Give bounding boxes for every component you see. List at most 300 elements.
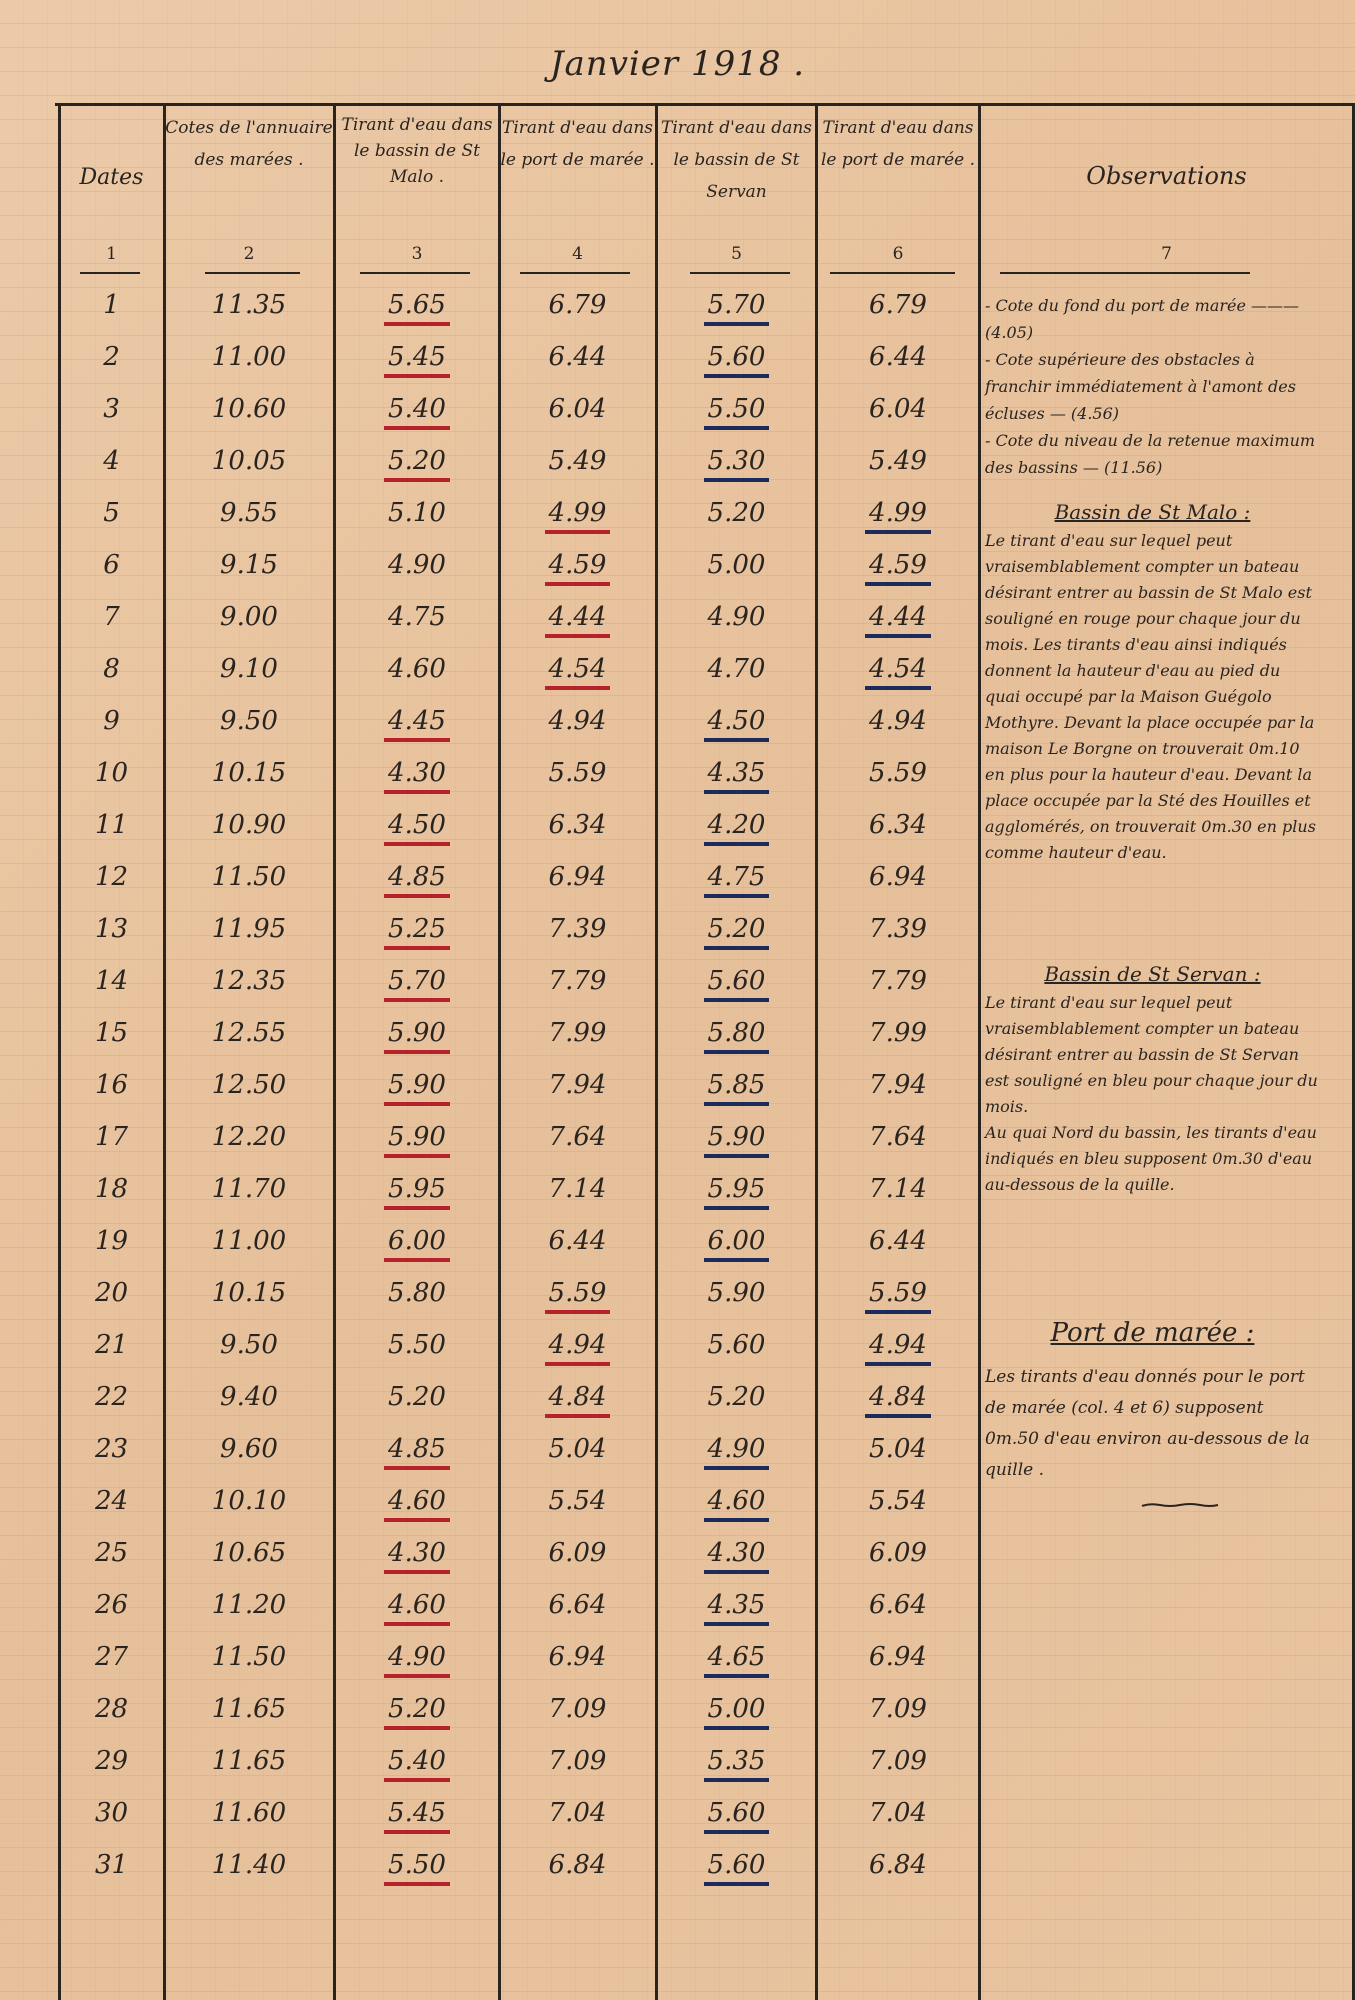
cell-cote-value: 11.65	[211, 1694, 287, 1724]
cell-port-maree-2-value: 5.04	[869, 1434, 927, 1464]
cell-date	[60, 1580, 163, 1630]
cell-date	[60, 436, 163, 486]
cell-cote	[165, 1528, 333, 1578]
cell-port-maree-2-value: 7.64	[869, 1122, 927, 1152]
cell-bassin-malo	[336, 904, 498, 954]
cell-date-value: 9	[103, 706, 120, 736]
cell-date	[60, 1164, 163, 1214]
cell-port-maree-1	[500, 1632, 655, 1682]
end-flourish	[1140, 1502, 1220, 1508]
cell-date-value: 16	[94, 1070, 129, 1100]
cell-bassin-malo	[336, 488, 498, 538]
cell-port-maree-1	[500, 644, 655, 694]
cell-bassin-servan	[658, 748, 815, 798]
cell-bassin-servan-value: 5.20	[707, 1382, 766, 1412]
cell-port-maree-1	[500, 1060, 655, 1110]
cell-bassin-malo-value: 5.25	[384, 912, 450, 950]
cell-port-maree-1-value: 7.09	[548, 1746, 607, 1776]
cell-date	[60, 592, 163, 642]
cell-bassin-servan	[658, 1528, 815, 1578]
cell-bassin-malo-value: 5.95	[384, 1172, 450, 1210]
cell-cote-value: 11.00	[211, 342, 287, 372]
cell-port-maree-2-value: 4.44	[865, 600, 931, 638]
table-top-rule	[55, 103, 1355, 106]
cell-port-maree-2	[818, 1736, 978, 1786]
cell-bassin-servan	[658, 1840, 815, 1890]
cell-date-value: 20	[94, 1278, 129, 1308]
cell-bassin-malo-value: 5.90	[384, 1120, 450, 1158]
cell-bassin-malo-value: 4.85	[384, 860, 450, 898]
cell-cote	[165, 800, 333, 850]
cell-port-maree-1	[500, 1112, 655, 1162]
cell-port-maree-2	[818, 436, 978, 486]
cell-date-value: 1	[103, 290, 120, 320]
colnum-4: 4	[572, 244, 583, 264]
cell-port-maree-1-value: 6.94	[548, 862, 607, 892]
cell-port-maree-1	[500, 384, 655, 434]
cell-port-maree-2	[818, 904, 978, 954]
cell-port-maree-2	[818, 1580, 978, 1630]
cell-port-maree-1	[500, 1164, 655, 1214]
colnum-rule-1	[80, 272, 140, 274]
cell-cote-value: 10.60	[211, 394, 287, 424]
colnum-7: 7	[1161, 244, 1172, 264]
cell-cote-value: 10.15	[211, 758, 287, 788]
cell-bassin-malo	[336, 1268, 498, 1318]
cell-date	[60, 488, 163, 538]
cell-bassin-malo	[336, 1060, 498, 1110]
cell-port-maree-2-value: 7.04	[869, 1798, 927, 1828]
cell-port-maree-1-value: 5.59	[548, 758, 607, 788]
cell-port-maree-2-value: 6.09	[869, 1538, 927, 1568]
cell-bassin-servan-value: 4.35	[704, 1588, 770, 1626]
cell-port-maree-2	[818, 540, 978, 590]
cell-port-maree-1-value: 7.64	[548, 1122, 607, 1152]
cell-date-value: 17	[94, 1122, 129, 1152]
cell-date	[60, 1008, 163, 1058]
cell-cote-value: 9.50	[220, 1330, 278, 1360]
cell-port-maree-2-value: 6.44	[869, 342, 927, 372]
colnum-1: 1	[106, 244, 117, 264]
cell-cote-value: 9.15	[220, 550, 278, 580]
cell-cote	[165, 1424, 333, 1474]
cell-bassin-malo-value: 5.50	[384, 1848, 450, 1886]
cell-bassin-servan-value: 5.60	[704, 340, 770, 378]
cell-port-maree-2	[818, 1424, 978, 1474]
cell-port-maree-1-value: 6.09	[548, 1538, 607, 1568]
cell-date-value: 10	[94, 758, 129, 788]
cell-port-maree-1-value: 6.79	[548, 290, 607, 320]
cell-bassin-malo-value: 4.90	[388, 550, 446, 580]
cell-bassin-servan-value: 5.60	[704, 1796, 770, 1834]
cell-bassin-servan-value: 5.90	[704, 1120, 770, 1158]
cell-bassin-servan-value: 5.80	[704, 1016, 770, 1054]
cell-date-value: 4	[103, 446, 120, 476]
cell-bassin-malo	[336, 1476, 498, 1526]
cell-bassin-malo	[336, 800, 498, 850]
cell-date	[60, 540, 163, 590]
cell-bassin-servan	[658, 436, 815, 486]
cell-date	[60, 1528, 163, 1578]
cell-port-maree-2-value: 5.59	[865, 1276, 931, 1314]
cell-port-maree-1	[500, 1008, 655, 1058]
cell-bassin-malo-value: 4.30	[384, 756, 450, 794]
cell-cote-value: 9.10	[220, 654, 278, 684]
cell-port-maree-2	[818, 1268, 978, 1318]
cell-cote	[165, 956, 333, 1006]
cell-cote-value: 12.20	[211, 1122, 287, 1152]
cell-port-maree-2-value: 4.94	[865, 1328, 931, 1366]
cell-port-maree-1	[500, 1372, 655, 1422]
cell-bassin-malo	[336, 644, 498, 694]
cell-port-maree-1	[500, 800, 655, 850]
cell-cote-value: 11.70	[211, 1174, 287, 1204]
cell-cote-value: 10.05	[211, 446, 287, 476]
cell-port-maree-1	[500, 540, 655, 590]
cell-cote	[165, 1216, 333, 1266]
cell-port-maree-1	[500, 748, 655, 798]
cell-port-maree-1-value: 4.94	[548, 706, 607, 736]
cell-port-maree-1-value: 7.04	[548, 1798, 607, 1828]
cell-port-maree-1-value: 6.84	[548, 1850, 607, 1880]
cell-bassin-servan-value: 5.00	[707, 550, 766, 580]
colnum-rule-7	[1000, 272, 1250, 274]
cell-port-maree-1-value: 6.44	[548, 342, 607, 372]
cell-bassin-malo	[336, 384, 498, 434]
cell-date-value: 24	[94, 1486, 129, 1516]
cell-bassin-servan	[658, 1424, 815, 1474]
cell-date-value: 29	[94, 1746, 129, 1776]
cell-port-maree-1	[500, 280, 655, 330]
cell-date-value: 3	[103, 394, 120, 424]
cell-date	[60, 1684, 163, 1734]
cell-bassin-servan-value: 5.95	[704, 1172, 770, 1210]
cell-port-maree-1	[500, 1528, 655, 1578]
cell-port-maree-2-value: 6.64	[869, 1590, 927, 1620]
colnum-3: 3	[411, 244, 423, 264]
cell-date-value: 28	[94, 1694, 129, 1724]
cell-bassin-servan	[658, 488, 815, 538]
cell-bassin-malo-value: 4.85	[384, 1432, 450, 1470]
cell-port-maree-2-value: 7.09	[869, 1694, 927, 1724]
cell-date	[60, 1320, 163, 1370]
cell-bassin-servan-value: 5.90	[707, 1278, 766, 1308]
cell-bassin-malo	[336, 748, 498, 798]
cell-cote-value: 11.50	[211, 862, 287, 892]
cell-bassin-malo	[336, 1840, 498, 1890]
cell-bassin-servan	[658, 332, 815, 382]
cell-port-maree-2	[818, 1840, 978, 1890]
cell-bassin-servan	[658, 1060, 815, 1110]
cell-port-maree-2-value: 6.34	[869, 810, 927, 840]
cell-port-maree-2	[818, 696, 978, 746]
cell-port-maree-2	[818, 1216, 978, 1266]
cell-port-maree-2-value: 4.84	[865, 1380, 931, 1418]
cell-port-maree-2	[818, 1008, 978, 1058]
cell-bassin-malo	[336, 1424, 498, 1474]
cell-port-maree-2	[818, 1476, 978, 1526]
cell-port-maree-1-value: 6.04	[548, 394, 607, 424]
cell-bassin-servan	[658, 1372, 815, 1422]
cell-bassin-servan	[658, 280, 815, 330]
cell-cote	[165, 852, 333, 902]
cell-bassin-servan	[658, 1788, 815, 1838]
cell-bassin-malo	[336, 332, 498, 382]
cell-bassin-malo-value: 5.70	[384, 964, 450, 1002]
cell-date	[60, 800, 163, 850]
colnum-rule-6	[830, 272, 955, 274]
cell-cote-value: 10.90	[211, 810, 287, 840]
cell-port-maree-1	[500, 904, 655, 954]
cell-port-maree-2-value: 5.59	[869, 758, 927, 788]
cell-bassin-malo-value: 5.65	[384, 288, 450, 326]
cell-bassin-malo-value: 5.50	[388, 1330, 446, 1360]
cell-bassin-malo-value: 4.60	[384, 1484, 450, 1522]
cell-port-maree-2-value: 4.99	[865, 496, 931, 534]
cell-cote	[165, 1060, 333, 1110]
colnum-rule-2	[205, 272, 300, 274]
cell-cote	[165, 904, 333, 954]
cell-port-maree-1-value: 6.34	[548, 810, 607, 840]
cell-date-value: 15	[94, 1018, 129, 1048]
cell-cote	[165, 1268, 333, 1318]
cell-date	[60, 1060, 163, 1110]
cell-bassin-servan	[658, 1268, 815, 1318]
cell-bassin-malo-value: 5.90	[384, 1016, 450, 1054]
cell-date-value: 14	[94, 966, 129, 996]
cell-bassin-servan-value: 5.70	[704, 288, 770, 326]
cell-date-value: 18	[94, 1174, 129, 1204]
cell-bassin-malo	[336, 1528, 498, 1578]
cell-bassin-malo-value: 4.45	[384, 704, 450, 742]
cell-port-maree-2	[818, 852, 978, 902]
cell-date-value: 26	[94, 1590, 129, 1620]
cell-bassin-malo-value: 5.45	[384, 1796, 450, 1834]
cell-cote	[165, 1372, 333, 1422]
cell-bassin-malo	[336, 1632, 498, 1682]
cell-bassin-servan-value: 4.50	[704, 704, 770, 742]
colnum-rule-3	[360, 272, 470, 274]
cell-date	[60, 280, 163, 330]
cell-bassin-servan	[658, 800, 815, 850]
cell-cote-value: 9.00	[220, 602, 278, 632]
cell-port-maree-2-value: 4.54	[865, 652, 931, 690]
cell-bassin-malo-value: 4.90	[384, 1640, 450, 1678]
cell-bassin-malo-value: 4.60	[388, 654, 446, 684]
cell-port-maree-1-value: 7.79	[548, 966, 607, 996]
cell-port-maree-1	[500, 1580, 655, 1630]
cell-port-maree-1	[500, 592, 655, 642]
cell-bassin-servan-value: 5.00	[704, 1692, 770, 1730]
cell-bassin-malo-value: 6.00	[384, 1224, 450, 1262]
cell-bassin-malo	[336, 1580, 498, 1630]
cell-port-maree-1-value: 5.04	[548, 1434, 607, 1464]
cell-port-maree-1	[500, 1268, 655, 1318]
cell-cote-value: 11.95	[211, 914, 287, 944]
header-bassin-malo: Tirant d'eau dans le bassin de St Malo .	[341, 115, 493, 187]
cell-cote	[165, 540, 333, 590]
cell-bassin-malo-value: 5.45	[384, 340, 450, 378]
cell-bassin-servan-value: 4.90	[704, 1432, 770, 1470]
cell-date	[60, 748, 163, 798]
cell-port-maree-1-value: 7.94	[548, 1070, 607, 1100]
cell-date-value: 12	[94, 862, 129, 892]
cell-cote-value: 11.00	[211, 1226, 287, 1256]
cell-date	[60, 384, 163, 434]
cell-bassin-servan-value: 5.60	[704, 1848, 770, 1886]
cell-port-maree-1	[500, 1476, 655, 1526]
cell-port-maree-2-value: 4.59	[865, 548, 931, 586]
obs-malo-text: Le tirant d'eau sur lequel peut vraisemblablement compter un bateau désirant entrer au bassin de St Malo est souligné en rouge pour chaque jour du mois. Les tirants d'eau ainsi indiqués donnent la hauteur d'eau au pied du quai occupé par la Maison Guégolo Mothyre. Devant la place occupée par la maison Le Borgne on trouverait 0m.10 en plus pour la hauteur d'eau. Devant la place occupée par la Sté des Houilles et agglomérés, on trouverait 0m.30 en plus comme hauteur d'eau.	[985, 531, 1316, 862]
cell-date	[60, 1476, 163, 1526]
cell-bassin-malo-value: 5.80	[388, 1278, 446, 1308]
cell-date	[60, 1632, 163, 1682]
cell-port-maree-1-value: 7.09	[548, 1694, 607, 1724]
cell-port-maree-1-value: 4.54	[545, 652, 611, 690]
header-observations: Observations	[1086, 162, 1247, 190]
cell-date-value: 22	[94, 1382, 129, 1412]
cell-bassin-servan-value: 6.00	[704, 1224, 770, 1262]
cell-port-maree-2	[818, 332, 978, 382]
cell-port-maree-1-value: 7.99	[548, 1018, 607, 1048]
cell-date	[60, 644, 163, 694]
cell-date	[60, 904, 163, 954]
cell-port-maree-1-value: 6.64	[548, 1590, 607, 1620]
cell-port-maree-1-value: 7.39	[548, 914, 607, 944]
cell-bassin-malo-value: 5.90	[384, 1068, 450, 1106]
cell-cote	[165, 332, 333, 382]
cell-bassin-servan	[658, 1684, 815, 1734]
cell-cote	[165, 1788, 333, 1838]
cell-port-maree-1-value: 6.94	[548, 1642, 607, 1672]
cell-date-value: 7	[103, 602, 120, 632]
cell-port-maree-1	[500, 852, 655, 902]
cell-port-maree-2	[818, 800, 978, 850]
col-divider-6	[978, 103, 981, 2000]
cell-bassin-servan	[658, 1632, 815, 1682]
cell-date-value: 21	[94, 1330, 129, 1360]
cell-port-maree-2	[818, 1060, 978, 1110]
cell-port-maree-1	[500, 1424, 655, 1474]
cell-cote	[165, 488, 333, 538]
cell-date-value: 2	[103, 342, 120, 372]
obs-servan-title: Bassin de St Servan :	[1044, 962, 1261, 986]
cell-bassin-servan-value: 4.30	[704, 1536, 770, 1574]
obs-servan-text: Le tirant d'eau sur lequel peut vraisemblablement compter un bateau désirant entrer au bassin de St Servan est souligné en bleu pour chaque jour du mois. Au quai Nord du bassin, les tirants d'eau indiqués en bleu supposent 0m.30 d'eau au-dessous de la quille.	[985, 993, 1318, 1194]
cell-bassin-servan	[658, 696, 815, 746]
cell-port-maree-2	[818, 592, 978, 642]
cell-port-maree-2-value: 6.04	[869, 394, 927, 424]
cell-date	[60, 332, 163, 382]
cell-port-maree-1	[500, 1320, 655, 1370]
cell-cote-value: 9.55	[220, 498, 278, 528]
colnum-rule-4	[520, 272, 630, 274]
colnum-2: 2	[243, 244, 255, 264]
cell-date-value: 13	[94, 914, 129, 944]
cell-port-maree-2-value: 7.39	[869, 914, 927, 944]
cell-port-maree-1-value: 6.44	[548, 1226, 607, 1256]
cell-date	[60, 1216, 163, 1266]
cell-cote	[165, 1112, 333, 1162]
cell-cote-value: 11.50	[211, 1642, 287, 1672]
cell-bassin-malo-value: 5.20	[384, 444, 450, 482]
cell-cote-value: 10.15	[211, 1278, 287, 1308]
cell-cote	[165, 1684, 333, 1734]
cell-bassin-malo	[336, 592, 498, 642]
cell-port-maree-2-value: 6.79	[869, 290, 927, 320]
cell-bassin-malo-value: 4.60	[384, 1588, 450, 1626]
cell-port-maree-2	[818, 280, 978, 330]
cell-bassin-servan-value: 4.20	[704, 808, 770, 846]
header-bassin-servan: Tirant d'eau dans le bassin de St Servan	[660, 118, 813, 202]
cell-bassin-malo-value: 5.40	[384, 392, 450, 430]
cell-bassin-servan	[658, 852, 815, 902]
cell-port-maree-2-value: 5.49	[869, 446, 927, 476]
cell-date-value: 11	[94, 810, 129, 840]
cell-bassin-malo-value: 4.30	[384, 1536, 450, 1574]
cell-bassin-servan	[658, 384, 815, 434]
cell-port-maree-2-value: 6.84	[869, 1850, 927, 1880]
cell-port-maree-1-value: 5.49	[548, 446, 607, 476]
cell-port-maree-2	[818, 1164, 978, 1214]
cell-port-maree-2-value: 6.94	[869, 862, 927, 892]
cell-cote-value: 12.50	[211, 1070, 287, 1100]
cell-bassin-malo	[336, 852, 498, 902]
cell-bassin-malo-value: 5.10	[388, 498, 446, 528]
cell-port-maree-2	[818, 1320, 978, 1370]
cell-date-value: 27	[94, 1642, 129, 1672]
cell-cote-value: 11.60	[211, 1798, 287, 1828]
cell-bassin-malo	[336, 540, 498, 590]
obs-maree-title: Port de marée :	[1050, 1318, 1255, 1348]
cell-port-maree-1-value: 4.99	[545, 496, 611, 534]
cell-bassin-servan	[658, 1580, 815, 1630]
cell-bassin-malo-value: 5.20	[388, 1382, 446, 1412]
cell-date	[60, 956, 163, 1006]
cell-bassin-malo	[336, 1372, 498, 1422]
obs-maree-text: Les tirants d'eau donnés pour le port de marée (col. 4 et 6) supposent 0m.50 d'eau environ au-dessous de la quille .	[985, 1367, 1310, 1480]
cell-date-value: 25	[94, 1538, 129, 1568]
cell-bassin-servan-value: 5.35	[704, 1744, 770, 1782]
cell-date-value: 19	[94, 1226, 129, 1256]
cell-cote	[165, 696, 333, 746]
cell-cote	[165, 1008, 333, 1058]
cell-cote-value: 10.65	[211, 1538, 287, 1568]
cell-date	[60, 1788, 163, 1838]
cell-bassin-servan	[658, 1736, 815, 1786]
cell-port-maree-1-value: 5.59	[545, 1276, 611, 1314]
colnum-6: 6	[892, 244, 904, 264]
cell-port-maree-2	[818, 1528, 978, 1578]
cell-port-maree-2-value: 7.09	[869, 1746, 927, 1776]
cell-bassin-servan	[658, 1216, 815, 1266]
cell-date-value: 5	[103, 498, 120, 528]
cell-cote-value: 9.60	[220, 1434, 278, 1464]
cell-bassin-servan-value: 4.75	[704, 860, 770, 898]
cell-bassin-servan-value: 5.60	[707, 1330, 766, 1360]
cell-bassin-malo	[336, 1320, 498, 1370]
cell-bassin-malo	[336, 1684, 498, 1734]
header-cotes: Cotes de l'annuaire des marées .	[165, 118, 333, 170]
cell-bassin-malo	[336, 1736, 498, 1786]
cell-cote-value: 11.20	[211, 1590, 287, 1620]
cell-cote	[165, 1476, 333, 1526]
cell-date-value: 31	[94, 1850, 129, 1880]
cell-bassin-servan	[658, 1112, 815, 1162]
cell-cote	[165, 436, 333, 486]
cell-port-maree-1	[500, 1736, 655, 1786]
cell-port-maree-1	[500, 488, 655, 538]
